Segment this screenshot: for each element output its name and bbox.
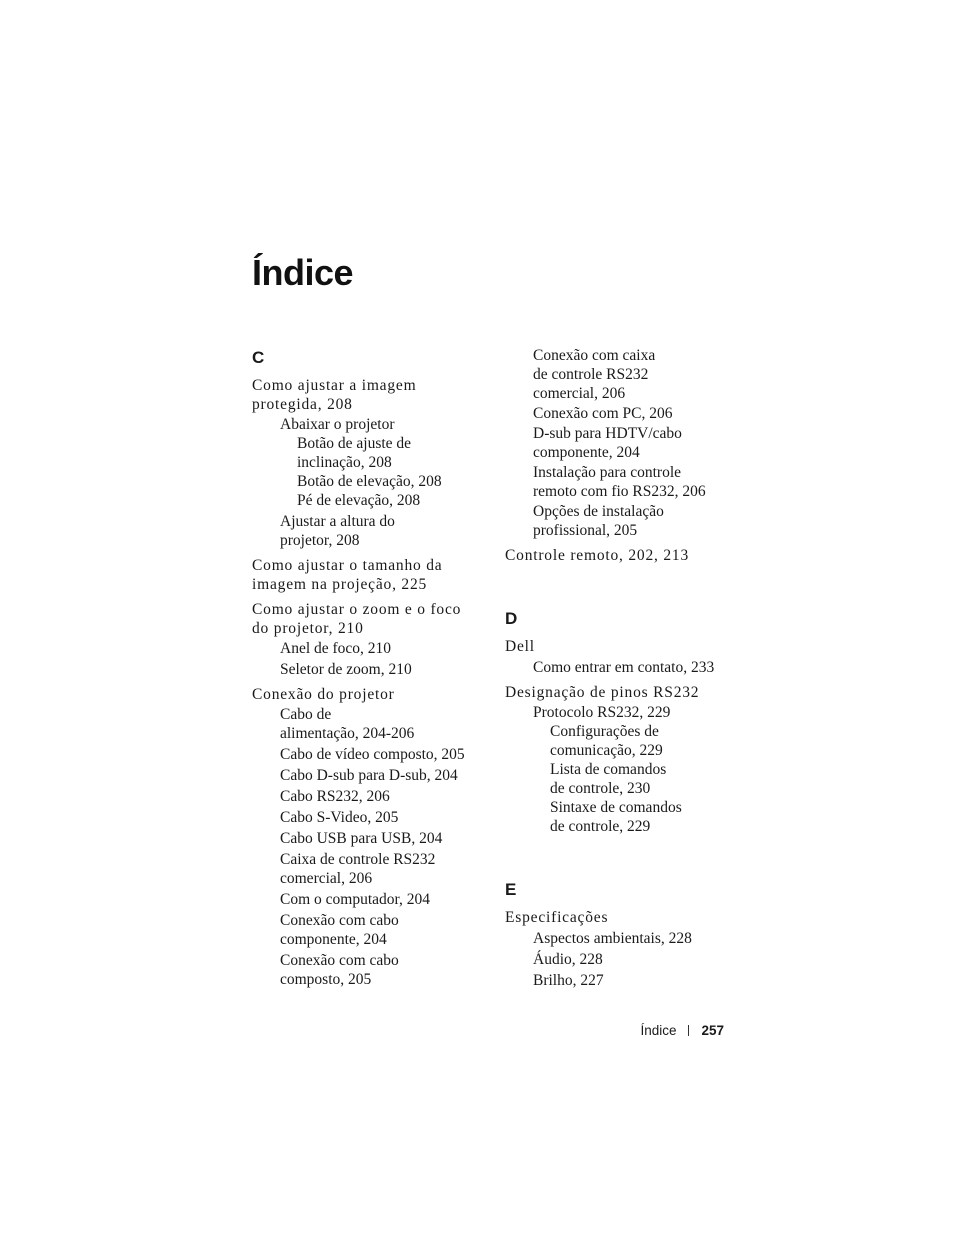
index-subsubentry: Botão de ajuste de inclinação, 208: [297, 435, 412, 471]
index-subentry: Anel de foco, 210: [280, 640, 392, 657]
index-subentry: Instalação para controle remoto com fio RS232, 206: [533, 464, 706, 500]
index-subentry: Opções de instalação profissional, 205: [533, 503, 664, 539]
page-number: 257: [701, 1023, 724, 1038]
section-letter-e: E: [505, 880, 517, 899]
index-subentry: Protocolo RS232, 229: [533, 704, 671, 721]
index-subentry: Conexão com cabo componente, 204: [280, 912, 399, 948]
index-subentry: Cabo de alimentação, 204-206: [280, 706, 415, 742]
index-subentry: Cabo USB para USB, 204: [280, 830, 443, 847]
index-subentry: Ajustar a altura do projetor, 208: [280, 513, 395, 549]
index-subentry: Conexão com caixa de controle RS232 comercial, 206: [533, 347, 656, 402]
index-subentry: Seletor de zoom, 210: [280, 661, 412, 678]
index-subsubentry: Lista de comandos de controle, 230: [550, 761, 667, 797]
index-subentry: Caixa de controle RS232 comercial, 206: [280, 851, 436, 887]
section-letter-c: C: [252, 348, 265, 367]
index-subsubentry: Botão de elevação, 208: [297, 473, 442, 490]
index-column-right: [505, 346, 745, 990]
index-subentry: D-sub para HDTV/cabo componente, 204: [533, 425, 682, 461]
index-column-left: [252, 346, 492, 989]
index-subsubentry: Configurações de comunicação, 229: [550, 723, 663, 759]
footer-divider: [688, 1025, 689, 1036]
index-entry: Como ajustar a imagem protegida, 208: [252, 377, 417, 413]
index-entry: Dell: [505, 638, 535, 655]
index-subentry: Como entrar em contato, 233: [533, 659, 715, 676]
footer-section-label: Índice: [640, 1023, 677, 1038]
index-entry: Como ajustar o tamanho da imagem na projeção, 225: [252, 557, 443, 593]
index-entry: Conexão do projetor: [252, 686, 395, 703]
index-subentry: Conexão com cabo composto, 205: [280, 952, 399, 988]
index-subentry: Aspectos ambientais, 228: [533, 930, 692, 947]
index-subentry: Áudio, 228: [533, 951, 603, 968]
index-subsubentry: Sintaxe de comandos de controle, 229: [550, 799, 682, 835]
index-subentry: Com o computador, 204: [280, 891, 431, 908]
index-subentry: Abaixar o projetor: [280, 416, 395, 433]
index-entry: Designação de pinos RS232: [505, 684, 700, 701]
page-footer: [560, 1023, 724, 1038]
index-subentry: Brilho, 227: [533, 972, 604, 989]
index-subentry: Cabo S-Video, 205: [280, 809, 399, 826]
section-letter-d: D: [505, 609, 518, 628]
index-subentry: Conexão com PC, 206: [533, 405, 673, 422]
index-entry: Especificações: [505, 909, 609, 926]
index-subsubentry: Pé de elevação, 208: [297, 492, 421, 509]
index-subentry: Cabo RS232, 206: [280, 788, 390, 805]
index-subentry: Cabo de vídeo composto, 205: [280, 746, 465, 763]
index-subentry: Cabo D-sub para D-sub, 204: [280, 767, 458, 784]
page-title: Índice: [252, 252, 354, 293]
index-entry: Como ajustar o zoom e o foco do projetor, 210: [252, 601, 462, 637]
index-entry: Controle remoto, 202, 213: [505, 547, 690, 564]
